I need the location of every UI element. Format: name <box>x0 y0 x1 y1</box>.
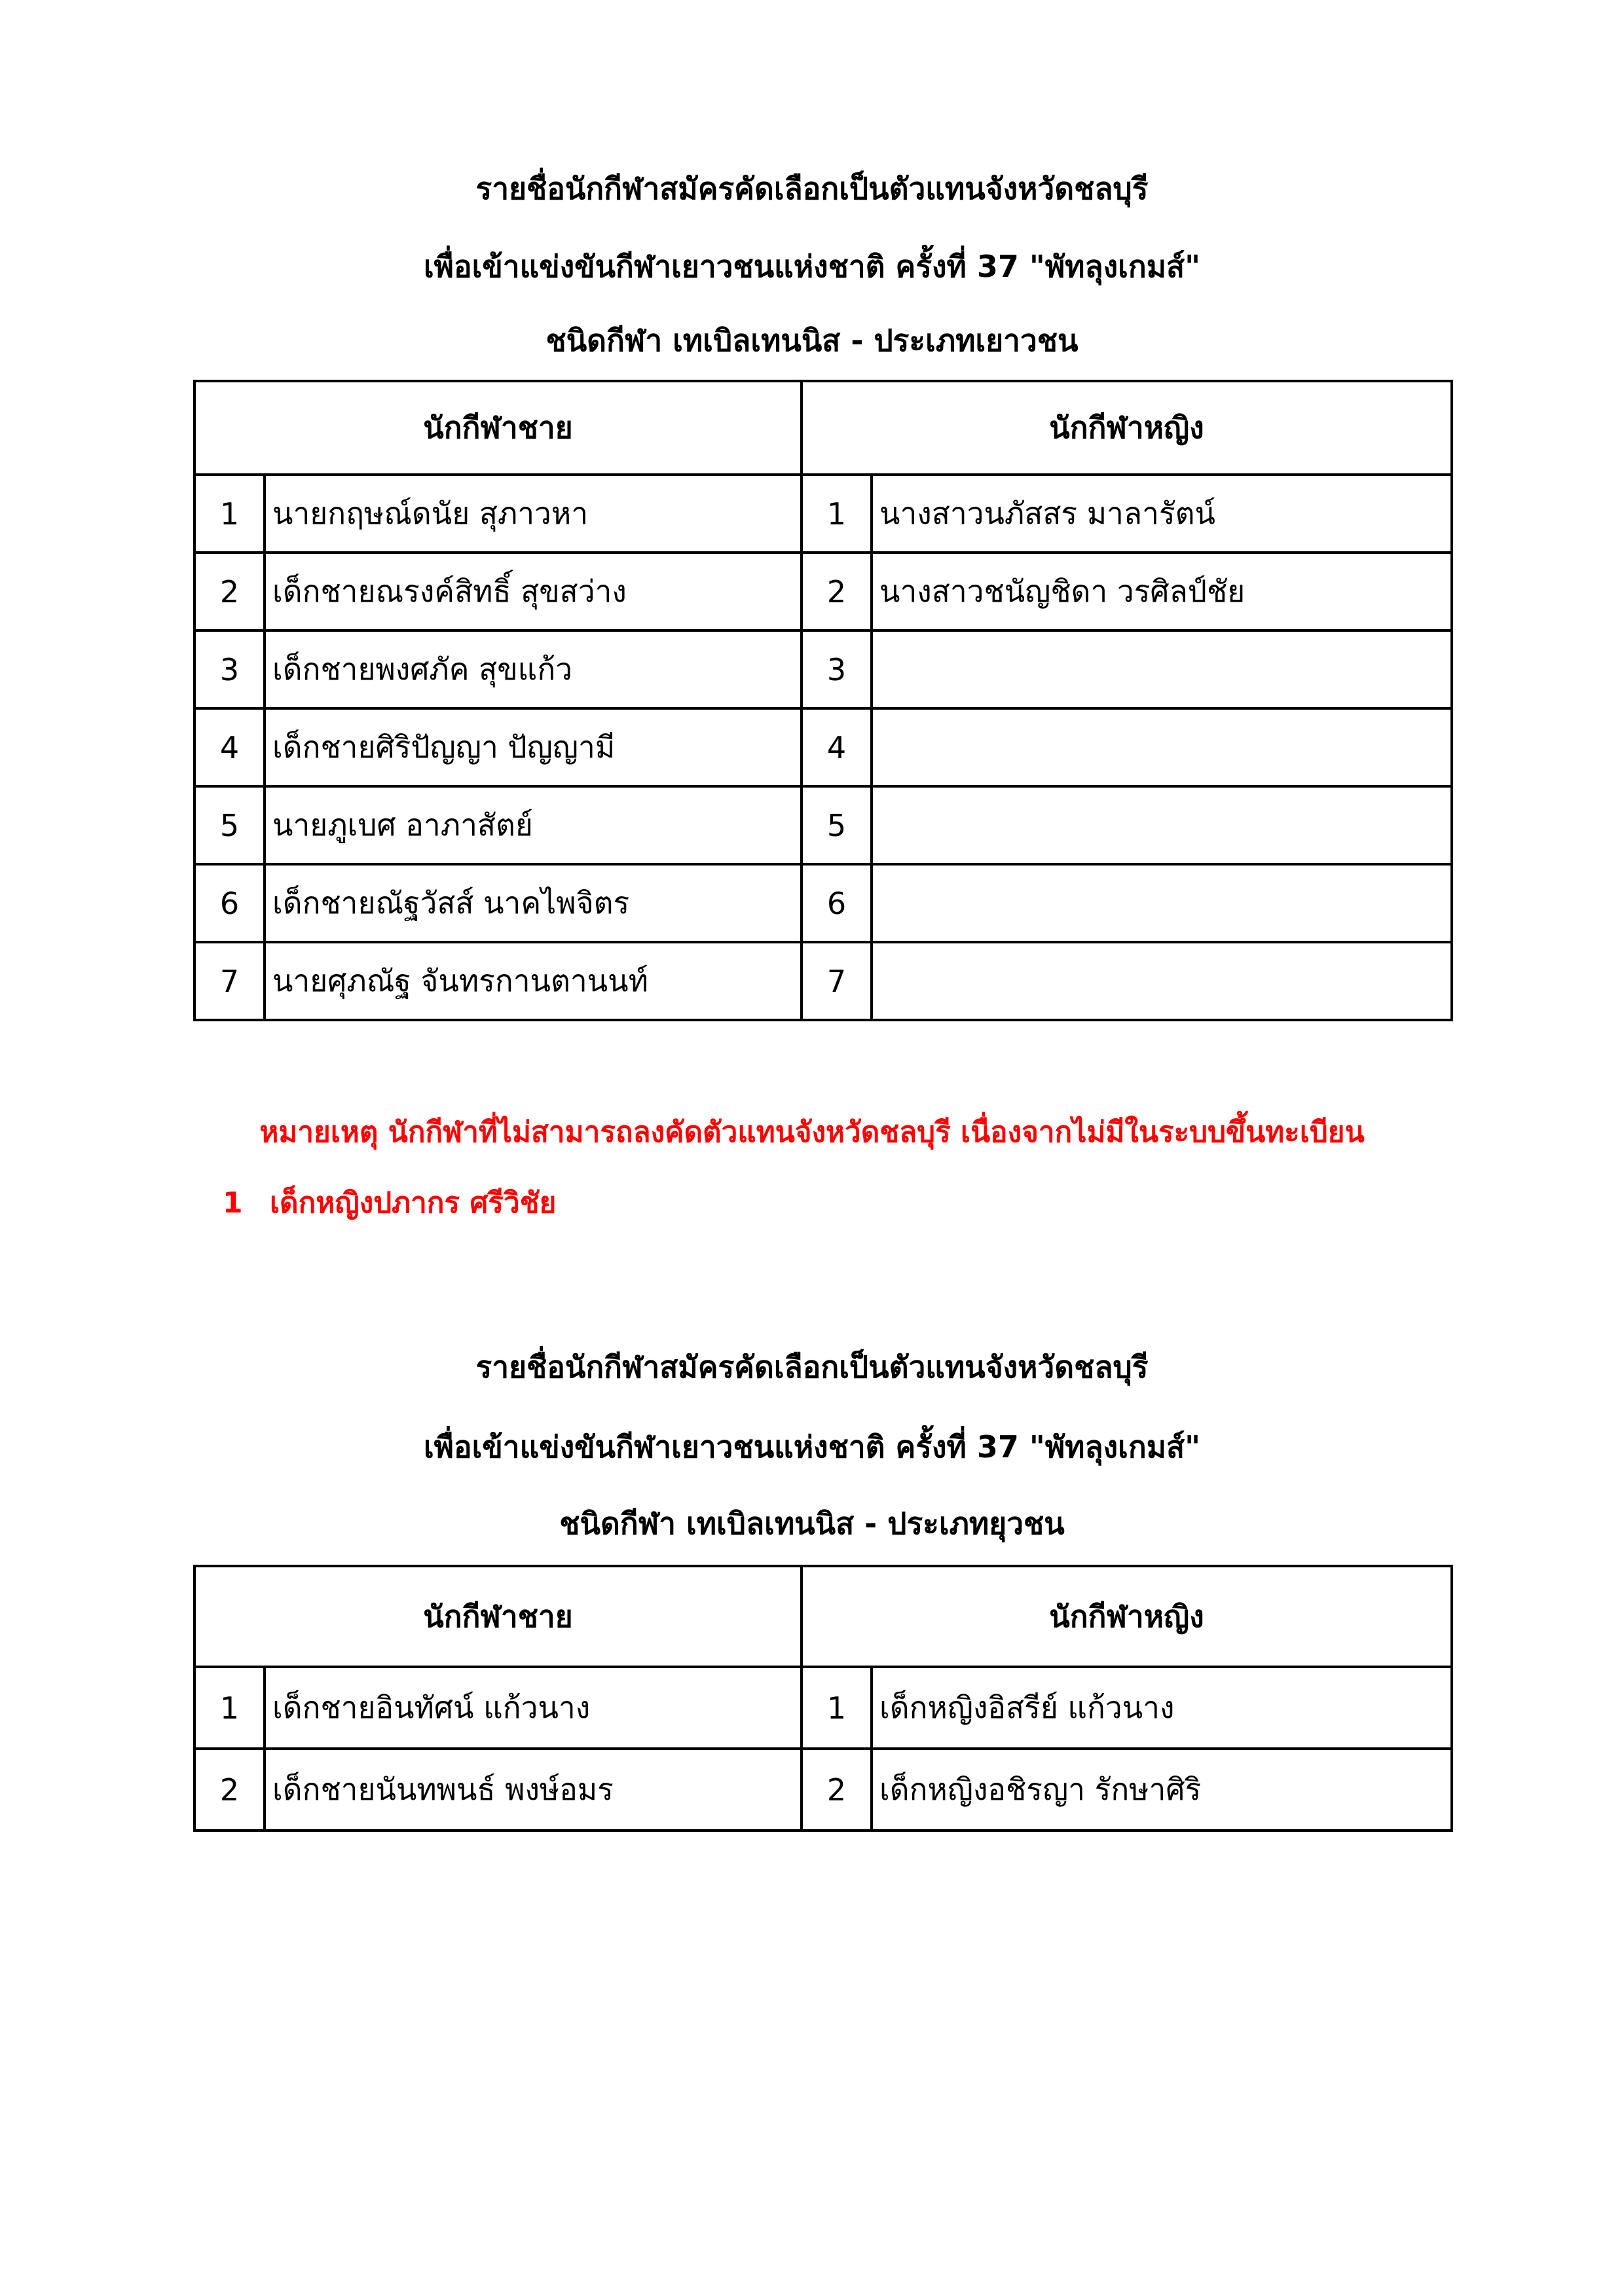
male-name: เด็กชายพงศภัค สุขแก้ว <box>265 630 802 708</box>
female-name: นางสาวนภัสสร มาลารัตน์ <box>872 475 1452 553</box>
section2-title-line2: เพื่อเข้าแข่งขันกีฬาเยาวชนแห่งชาติ ครั้งที่ 37 "พัทลุงเกมส์" <box>423 1429 1201 1465</box>
male-name: นายศุภณัฐ จันทรกานตานนท์ <box>265 942 802 1020</box>
female-number: 3 <box>802 630 872 708</box>
female-name: นางสาวชนัญชิดา วรศิลป์ชัย <box>872 553 1452 630</box>
female-number: 2 <box>802 1749 872 1831</box>
section2-title-line3: ชนิดกีฬา เทเบิลเทนนิส - ประเภทยุวชน <box>559 1506 1065 1541</box>
roster-table-youth <box>193 380 1453 1021</box>
male-number: 2 <box>194 1749 265 1831</box>
remark-note: หมายเหตุ นักกีฬาที่ไม่สามารถลงคัดตัวแทนจังหวัดชลบุรี เนื่องจากไม่มีในระบบขึ้นทะเบียน <box>259 1116 1365 1149</box>
table-row <box>194 786 1452 864</box>
female-name <box>872 630 1452 708</box>
male-number: 3 <box>194 630 265 708</box>
table-header-row <box>194 1566 1452 1667</box>
female-athletes-header: นักกีฬาหญิง <box>802 381 1452 475</box>
female-number: 1 <box>802 475 872 553</box>
male-name: เด็กชายณรงค์สิทธิ์ สุขสว่าง <box>265 553 802 630</box>
section2-title-line1: รายชื่อนักกีฬาสมัครคัดเลือกเป็นตัวแทนจังหวัดชลบุรี <box>475 1349 1149 1385</box>
female-name <box>872 708 1452 786</box>
table-row <box>194 1749 1452 1831</box>
male-number: 2 <box>194 553 265 630</box>
female-number: 5 <box>802 786 872 864</box>
male-name: เด็กชายศิริปัญญา ปัญญามี <box>265 708 802 786</box>
male-number: 4 <box>194 708 265 786</box>
male-number: 1 <box>194 475 265 553</box>
male-athletes-header: นักกีฬาชาย <box>194 1566 802 1667</box>
female-number: 1 <box>802 1667 872 1749</box>
male-number: 1 <box>194 1667 265 1749</box>
roster-table-juvenile <box>193 1565 1453 1832</box>
male-name: เด็กชายณัฐวัสส์ นาคไพจิตร <box>265 864 802 942</box>
table-row <box>194 864 1452 942</box>
table-row <box>194 708 1452 786</box>
table-row <box>194 942 1452 1020</box>
female-name <box>872 786 1452 864</box>
male-name: นายภูเบศ อาภาสัตย์ <box>265 786 802 864</box>
female-number: 4 <box>802 708 872 786</box>
section1-title-line2: เพื่อเข้าแข่งขันกีฬาเยาวชนแห่งชาติ ครั้งที่ 37 "พัทลุงเกมส์" <box>423 249 1201 284</box>
female-athletes-header: นักกีฬาหญิง <box>802 1566 1452 1667</box>
male-number: 7 <box>194 942 265 1020</box>
female-name <box>872 942 1452 1020</box>
male-name: เด็กชายนันทพนธ์ พงษ์อมร <box>265 1749 802 1831</box>
table-row <box>194 1667 1452 1749</box>
table-row <box>194 553 1452 630</box>
female-number: 6 <box>802 864 872 942</box>
male-number: 6 <box>194 864 265 942</box>
table-row <box>194 630 1452 708</box>
section1-title-line1: รายชื่อนักกีฬาสมัครคัดเลือกเป็นตัวแทนจังหวัดชลบุรี <box>475 171 1149 206</box>
table-row <box>194 475 1452 553</box>
section1-title-line3: ชนิดกีฬา เทเบิลเทนนิส - ประเภทเยาวชน <box>545 323 1079 358</box>
remark-item-name: เด็กหญิงปภากร ศรีวิชัย <box>270 1186 557 1220</box>
remark-item-number: 1 <box>223 1186 243 1220</box>
female-name: เด็กหญิงอชิรญา รักษาศิริ <box>872 1749 1452 1831</box>
female-name: เด็กหญิงอิสรีย์ แก้วนาง <box>872 1667 1452 1749</box>
male-name: เด็กชายอินทัศน์ แก้วนาง <box>265 1667 802 1749</box>
male-athletes-header: นักกีฬาชาย <box>194 381 802 475</box>
female-name <box>872 864 1452 942</box>
table-header-row <box>194 381 1452 475</box>
female-number: 7 <box>802 942 872 1020</box>
male-name: นายกฤษณ์ดนัย สุภาวหา <box>265 475 802 553</box>
male-number: 5 <box>194 786 265 864</box>
female-number: 2 <box>802 553 872 630</box>
